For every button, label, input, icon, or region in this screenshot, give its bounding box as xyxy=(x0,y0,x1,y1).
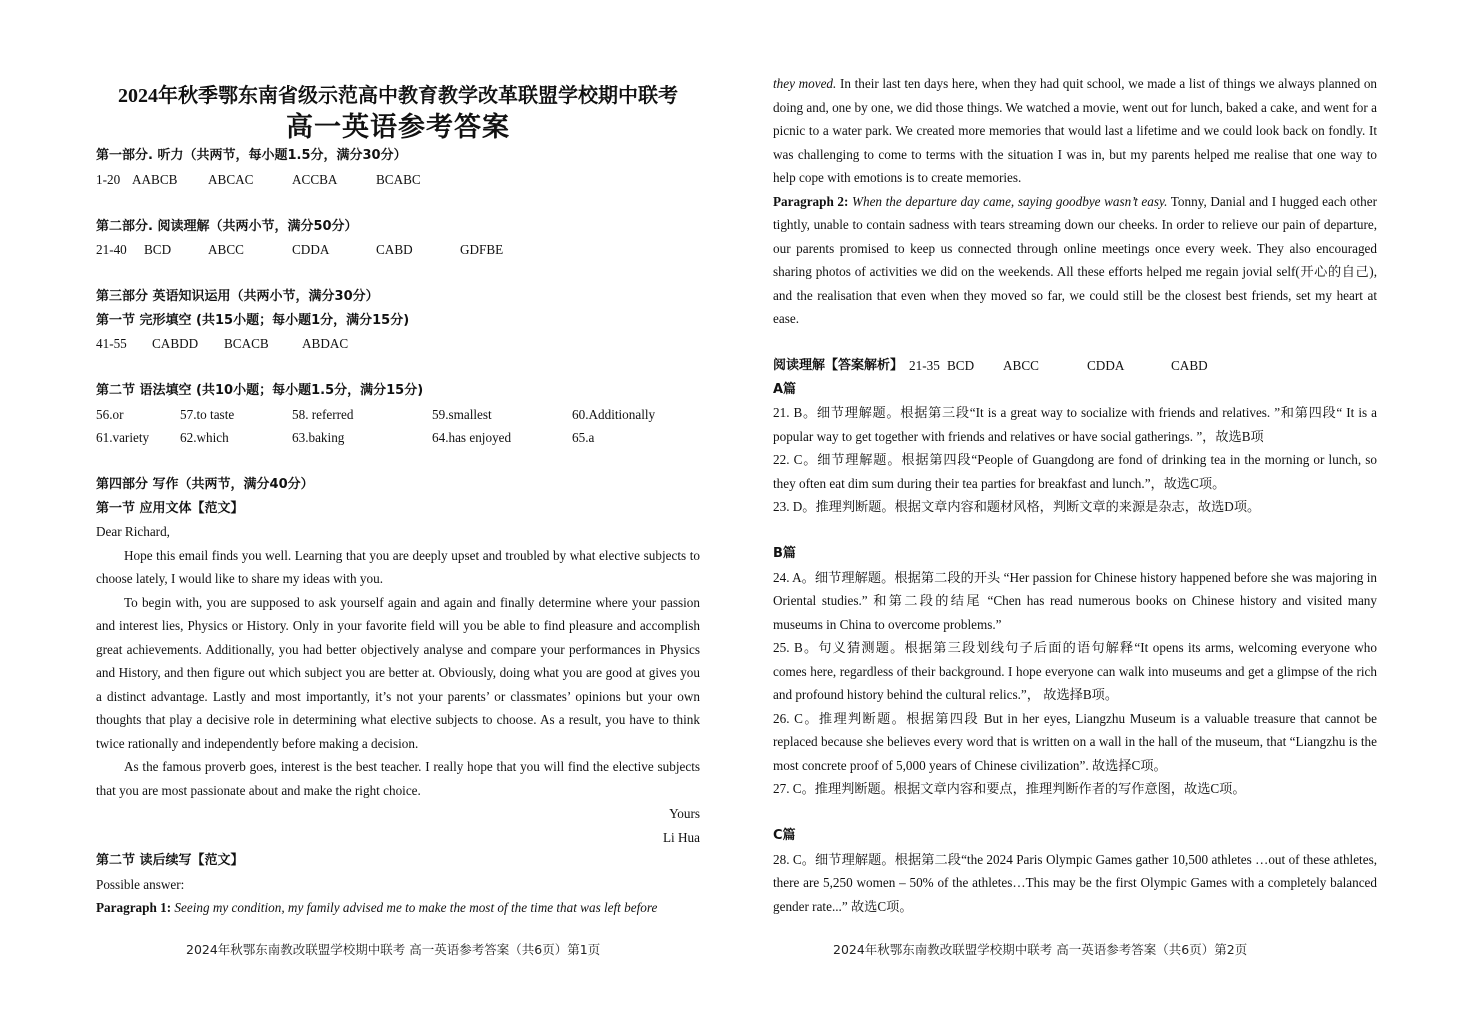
part3-heading: 第三部分 英语知识运用（共两小节，满分30分） xyxy=(96,289,379,304)
paragraph-opening-end: they moved. xyxy=(773,76,837,91)
grammar-answer: 61.variety xyxy=(96,430,150,445)
answer-group: ABCC xyxy=(1003,358,1039,373)
possible-answer-label: Possible answer: xyxy=(96,876,185,892)
part2-answers xyxy=(96,238,700,262)
explanation-item: 21. B。细节理解题。根据第三段“It is a great way to socialize with friends and relatives. ”和第四段“ It is a popular way to get together with friends and relatives or have social gatherings. ”，故选B项 xyxy=(773,405,1377,444)
paragraph1-start xyxy=(96,896,700,920)
grammar-answers-row xyxy=(96,426,700,450)
page-2 xyxy=(773,72,1377,918)
page-2-footer: 2024年秋鄂东南教改联盟学校期中联考 高一英语参考答案（共6页）第2页 xyxy=(833,942,1248,957)
answer-group: CABD xyxy=(1171,358,1208,373)
paragraph2 xyxy=(773,190,1377,331)
answer-group: ABCC xyxy=(208,242,244,257)
exam-title: 2024年秋季鄂东南省级示范高中教育教学改革联盟学校期中联考 xyxy=(118,85,678,107)
grammar-answer: 58. referred xyxy=(292,406,354,422)
answer-range: 1-20 xyxy=(96,171,121,187)
section-a-heading: A篇 xyxy=(773,381,797,397)
analysis-answers xyxy=(773,354,1377,378)
explanation-item: 24. A。细节理解题。根据第二段的开头 “Her passion for Chinese history happened before she was majoring in Oriental studies.” 和第二段的结尾 “Chen has read numerous books on Chinese history and visited many museums in China to overcome problems.” xyxy=(773,569,1377,632)
paragraph-label: Paragraph 2: xyxy=(773,193,849,209)
answer-group: CDDA xyxy=(292,242,330,257)
answer-group: ABCAC xyxy=(208,171,254,187)
grammar-answer: 62.which xyxy=(180,430,229,445)
grammar-answer: 65.a xyxy=(572,430,595,445)
answer-group: BCD xyxy=(144,242,172,257)
answer-group: CABD xyxy=(376,242,413,257)
explanation-item: 22. C。细节理解题。根据第四段“People of Guangdong are fond of drinking tea in the morning or lunch, so they often eat dim sum during their tea parties for breakfast and lunch.”，故选C项。 xyxy=(773,452,1377,491)
letter-greeting: Dear Richard, xyxy=(96,524,170,539)
answer-group: AABCB xyxy=(132,171,178,187)
answer-group: ACCBA xyxy=(292,171,338,187)
grammar-answer: 64.has enjoyed xyxy=(432,430,512,445)
grammar-answer: 60.Additionally xyxy=(572,406,656,422)
part3-section1-heading: 第一节 完形填空 (共15小题；每小题1分，满分15分) xyxy=(96,312,410,328)
part4-section1-heading: 第一节 应用文体【范文】 xyxy=(96,500,244,516)
answer-group: BCABC xyxy=(376,171,421,187)
letter-paragraph: To begin with, you are supposed to ask yourself again and again and finally determine where your passion and interest lies, Physics or History. Only in your favorite field will you be able to find pleasure and accomplish great achievements. Additionally, you had better objectively analyse and compare your performances in Physics and History, and then figure out which subject you are better at. Obviously, doing what you are good at gives you a distinct advantage. Lastly and most importantly, it’s not your parents’ or classmates’ opinions but your own thoughts that play a decisive role in determining what elective subjects to choose. As a result, you have to think twice rationally and independently before making a decision. xyxy=(96,594,700,751)
paragraph-label: Paragraph 1: xyxy=(96,900,172,915)
answer-group: BCACB xyxy=(224,336,269,351)
grammar-answer: 57.to taste xyxy=(180,406,235,422)
letter-signature: Li Hua xyxy=(663,829,700,845)
answer-group: ABDAC xyxy=(302,336,349,351)
answer-range: 41-55 xyxy=(96,336,127,351)
letter-closing: Yours xyxy=(669,806,700,821)
grammar-answer: 59.smallest xyxy=(432,406,492,422)
section-b-explanations xyxy=(773,566,1377,801)
paragraph-body: In their last ten days here, when they had quit school, we made a list of things we always planned on doing and, one by one, we did those things. We watched a movie, went out for lunch, baked a cake, and went for a picnic to a water park. We created more memories that would last a lifetime and we could look back on fondly. It was challenging to come to terms with the situation I was in, but my parents helped me realise that one way to help cope with emotions is to create memories. xyxy=(773,76,1378,185)
answer-group: CABDD xyxy=(152,336,199,351)
paragraph-opening: When the departure day came, saying goodbye wasn’t easy. xyxy=(852,193,1168,209)
letter-paragraph: As the famous proverb goes, interest is the best teacher. I really hope that you will find the elective subjects that you are most passionate about and make the right choice. xyxy=(96,759,700,798)
answer-key-title: 高一英语参考答案 xyxy=(286,112,510,142)
part1-answers xyxy=(96,168,700,192)
explanation-item: 23. D。推理判断题。根据文章内容和题材风格，判断文章的来源是杂志，故选D项。 xyxy=(773,499,1261,514)
part3-section1-answers xyxy=(96,332,700,356)
page-1-footer: 2024年秋鄂东南教改联盟学校期中联考 高一英语参考答案（共6页）第1页 xyxy=(186,942,601,957)
grammar-answers-row xyxy=(96,403,700,427)
part3-section2-heading: 第二节 语法填空 (共10小题；每小题1.5分，满分15分) xyxy=(96,383,424,398)
answer-range: 21-35 xyxy=(909,358,940,373)
section-b-heading: B篇 xyxy=(773,546,796,561)
paragraph-opening: Seeing my condition, my family advised me to make the most of the time that was left before xyxy=(174,900,658,915)
answer-group: CDDA xyxy=(1087,358,1125,373)
answer-group: GDFBE xyxy=(460,242,504,257)
part4-heading: 第四部分 写作（共两节，满分40分） xyxy=(96,477,314,492)
explanation-item: 28. C。细节理解题。根据第二段“the 2024 Paris Olympic Games gather 10,500 athletes …out of these athletes, there are 5,250 women – 50% of the athletes…This may be the first Olympic Games with a completely balanced gender rate...” 故选C项。 xyxy=(773,851,1377,914)
explanation-item: 25. B。句义猜测题。根据第三段划线句子后面的语句解释“It opens its arms, welcoming everyone who comes here, regardless of their background. I hope everyone can walk into museums and get a glimpse of the rich and profound history behind the cultural relics.”， 故选择B项。 xyxy=(773,640,1377,702)
section-c-heading: C篇 xyxy=(773,828,796,843)
part1-heading: 第一部分. 听力（共两节，每小题1.5分，满分30分） xyxy=(96,148,407,163)
grammar-answer: 56.or xyxy=(96,406,124,422)
section-a-explanations xyxy=(773,401,1377,519)
analysis-heading: 阅读理解【答案解析】 xyxy=(773,358,904,373)
part4-section2-heading: 第二节 读后续写【范文】 xyxy=(96,853,244,868)
continuation-writing xyxy=(773,72,1377,331)
answer-range: 21-40 xyxy=(96,242,127,257)
model-letter xyxy=(96,520,700,802)
grammar-answer: 63.baking xyxy=(292,430,345,445)
part2-heading: 第二部分. 阅读理解（共两小节，满分50分） xyxy=(96,218,358,234)
letter-paragraph: Hope this email finds you well. Learning that you are deeply upset and troubled by what elective subjects to choose lately, I would like to share my ideas with you. xyxy=(96,547,700,586)
page-1 xyxy=(96,72,700,920)
paragraph-body: Tonny, Danial and I hugged each other tightly, unable to contain sadness with tears streaming down our cheeks. In order to relieve our pain of departure, our parents promised to keep us connected through online meetings once every week. They also encouraged sharing photos of activities we did on the weekends. All these efforts helped me regain jovial self(开心的自己), and the realisation that even when they moved so far, we could still be the closest best friends, set my heart at ease. xyxy=(773,193,1377,326)
section-c-explanations xyxy=(773,848,1377,919)
explanation-item: 27. C。推理判断题。根据文章内容和要点，推理判断作者的写作意图，故选C项。 xyxy=(773,781,1246,796)
explanation-item: 26. C。推理判断题。根据第四段 But in her eyes, Liangzhu Museum is a valuable treasure that cannot be replaced because she believes every word that is written on a wall in the hall of the museum, that “Liangzhu is the most concrete proof of 5,000 years of Chinese civilization”. 故选择C项。 xyxy=(773,710,1377,773)
answer-group: BCD xyxy=(947,358,975,373)
paragraph1-continuation xyxy=(773,72,1377,190)
